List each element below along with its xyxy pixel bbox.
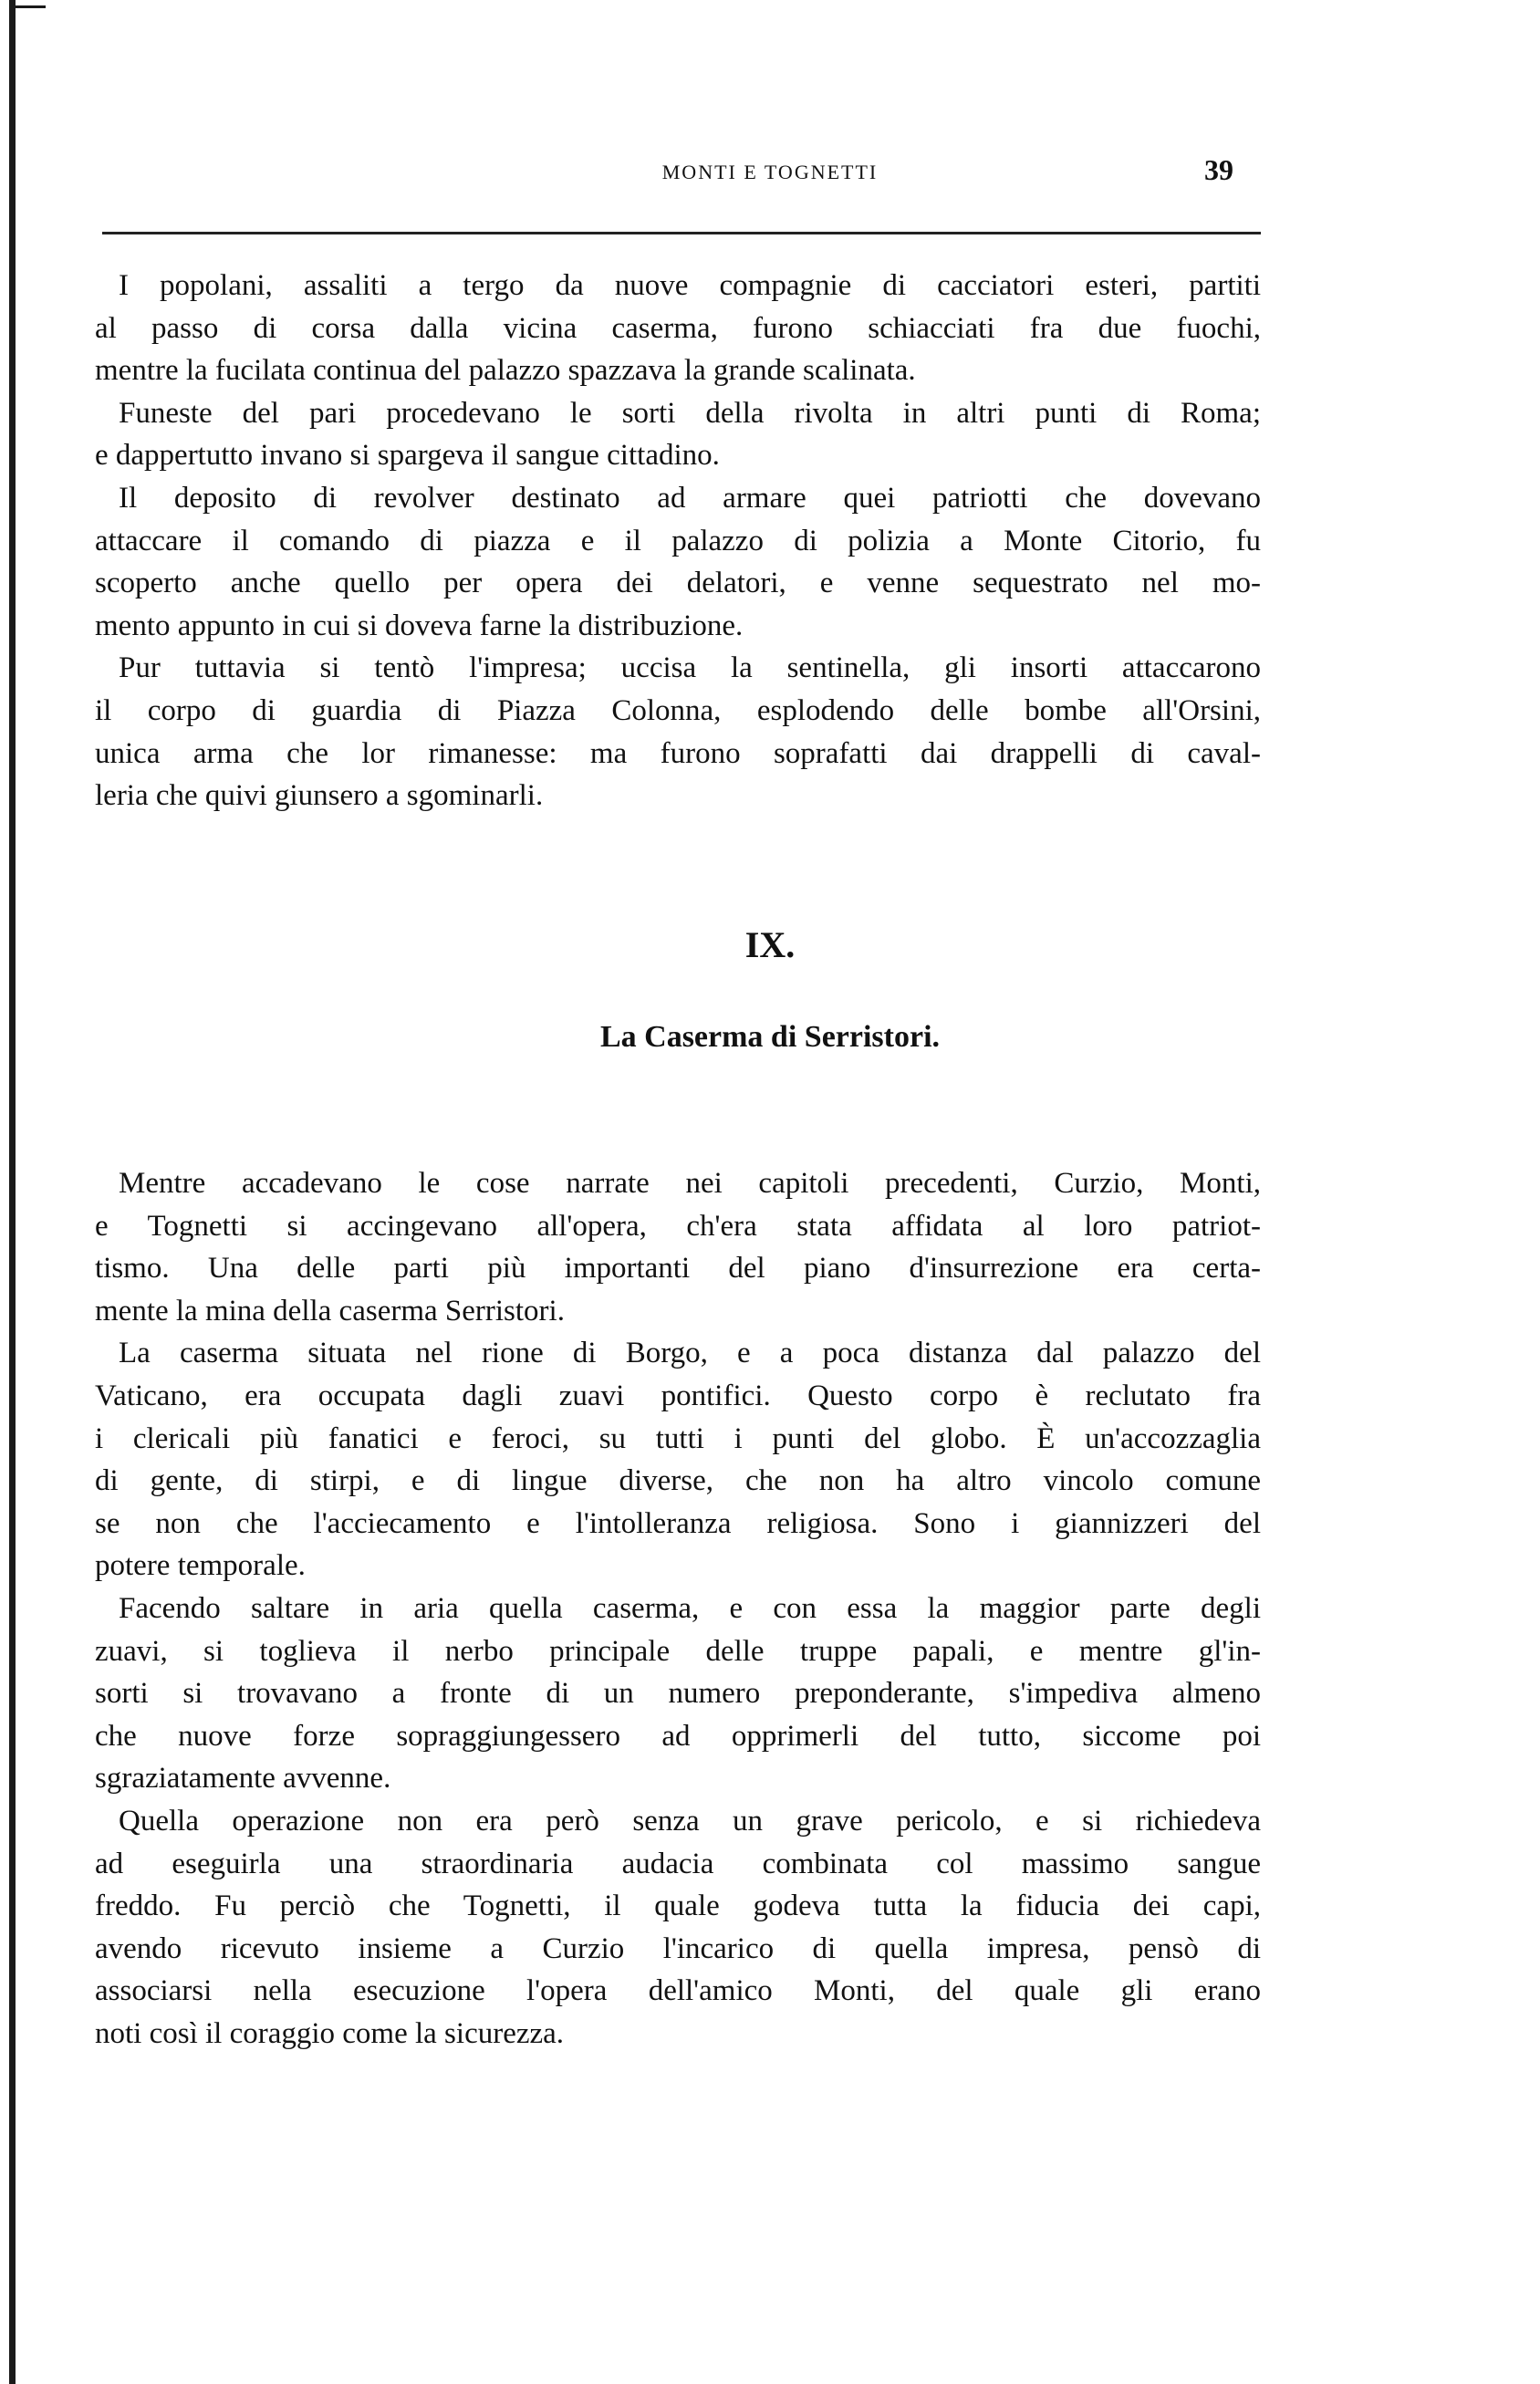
- chapter-number: IX.: [744, 924, 796, 965]
- text-line: Quella operazione non era però senza un grave pericolo, e si richiedeva: [119, 1804, 1261, 1837]
- text-line: e dappertutto invano si spargeva il sangue cittadino.: [95, 439, 720, 473]
- text-line: sgraziatamente avvenne.: [95, 1762, 391, 1796]
- chapter-title: La Caserma di Serristori.: [599, 1020, 941, 1054]
- text-line: al passo di corsa dalla vicina caserma, furono schiacciati fra due fuochi,: [95, 311, 1261, 345]
- text-line: Funeste del pari procedevano le sorti della rivolta in altri punti di Roma;: [119, 396, 1261, 430]
- text-line: La caserma situata nel rione di Borgo, e a poca distanza dal palazzo del: [119, 1337, 1261, 1370]
- scan-corner-mark: [9, 5, 46, 8]
- text-line: il corpo di guardia di Piazza Colonna, esplodendo delle bombe all'Orsini,: [95, 693, 1261, 727]
- text-line: associarsi nella esecuzione l'opera dell'amico Monti, del quale gli erano: [95, 1974, 1261, 2008]
- text-line: Pur tuttavia si tentò l'impresa; uccisa la sentinella, gli insorti attaccarono: [119, 651, 1261, 685]
- text-line: sorti si trovavano a fronte di un numero preponderante, s'impediva almeno: [95, 1677, 1261, 1711]
- text-line: zuavi, si toglieva il nerbo principale delle truppe papali, e mentre gl'in-: [95, 1634, 1261, 1668]
- text-line: freddo. Fu perciò che Tognetti, il quale godeva tutta la fiducia dei capi,: [95, 1890, 1261, 1923]
- text-line: Vaticano, era occupata dagli zuavi pontifici. Questo corpo è reclutato fra: [95, 1379, 1261, 1412]
- text-line: attaccare il comando di piazza e il palazzo di polizia a Monte Citorio, fu: [95, 524, 1261, 557]
- section-1-text: [95, 265, 1261, 817]
- page-number: 39: [1204, 153, 1233, 186]
- text-line: e Tognetti si accingevano all'opera, ch'era stata affidata al loro patriot-: [95, 1209, 1261, 1243]
- text-line: scoperto anche quello per opera dei delatori, e venne sequestrato nel mo-: [95, 567, 1261, 600]
- running-title: MONTI E TOGNETTI: [661, 161, 879, 183]
- header-rule: [102, 232, 1261, 234]
- text-line: potere temporale.: [95, 1549, 306, 1583]
- text-line: Il deposito di revolver destinato ad armare quei patriotti che dovevano: [119, 481, 1261, 515]
- text-line: che nuove forze sopraggiungessero ad opprimerli del tutto, siccome poi: [95, 1719, 1261, 1753]
- text-line: leria che quivi giunsero a sgominarli.: [95, 779, 544, 813]
- text-line: i clericali più fanatici e feroci, su tutti i punti del globo. È un'accozzaglia: [95, 1421, 1261, 1455]
- text-line: di gente, di stirpi, e di lingue diverse, che non ha altro vincolo comune: [95, 1464, 1261, 1498]
- text-line: noti così il coraggio come la sicurezza.: [95, 2016, 565, 2050]
- text-line: mentre la fucilata continua del palazzo spazzava la grande scalinata.: [95, 354, 916, 388]
- text-line: ad eseguirla una straordinaria audacia combinata col massimo sangue: [95, 1847, 1261, 1880]
- text-line: tismo. Una delle parti più importanti del piano d'insurrezione era certa-: [95, 1252, 1261, 1286]
- text-line: se non che l'acciecamento e l'intolleranza religiosa. Sono i giannizzeri del: [95, 1506, 1261, 1540]
- text-line: mente la mina della caserma Serristori.: [95, 1294, 565, 1327]
- section-2-text: [95, 1162, 1261, 2055]
- text-line: avendo ricevuto insieme a Curzio l'incarico di quella impresa, pensò di: [95, 1931, 1261, 1965]
- text-line: Facendo saltare in aria quella caserma, e con essa la maggior parte degli: [119, 1591, 1261, 1625]
- text-line: I popolani, assaliti a tergo da nuove compagnie di cacciatori esteri, partiti: [119, 269, 1261, 302]
- text-line: mento appunto in cui si doveva farne la distribuzione.: [95, 609, 744, 642]
- text-line: unica arma che lor rimanesse: ma furono soprafatti dai drappelli di caval-: [95, 736, 1261, 770]
- text-line: Mentre accadevano le cose narrate nei capitoli precedenti, Curzio, Monti,: [119, 1167, 1261, 1200]
- scan-binding-edge: [9, 0, 16, 2384]
